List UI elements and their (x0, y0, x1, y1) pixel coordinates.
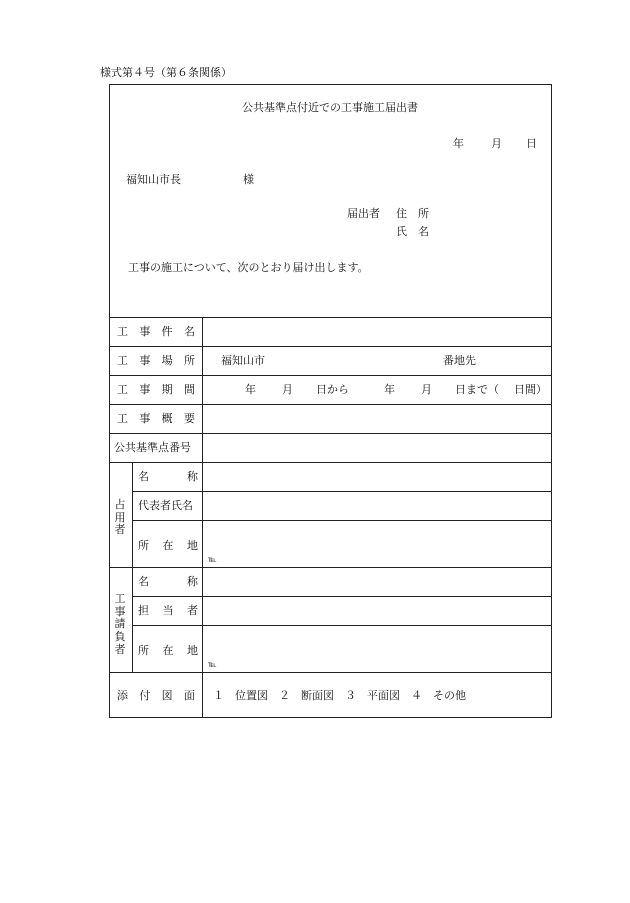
label-char: 地 (187, 644, 198, 657)
label-char: 面 (183, 689, 195, 702)
form-number: 様式第４号（第６条関係） (100, 66, 232, 79)
row-divider (109, 567, 552, 568)
label-char: 名 (138, 470, 149, 483)
label-occupant-rep: 代表者氏名 (138, 499, 193, 512)
label-char: 地 (187, 539, 198, 552)
label-char: 工 (117, 354, 128, 367)
period-start-month[interactable]: 月 (282, 383, 293, 396)
label-char: 工 (117, 325, 128, 338)
label-char: 所 (183, 354, 195, 367)
row-divider (109, 317, 552, 318)
label-char: 所 (138, 539, 149, 552)
label-char: 工 (117, 412, 128, 425)
column-divider (202, 317, 203, 718)
period-end-month[interactable]: 月 (421, 383, 432, 396)
benchmark-number-field[interactable] (204, 435, 550, 461)
label-char: 場 (161, 354, 173, 367)
addressee-honorific: 様 (243, 173, 254, 186)
row-divider (109, 346, 552, 347)
label-contractor-location (138, 645, 198, 656)
label-char: 間 (183, 383, 195, 396)
label-char: 要 (183, 412, 195, 425)
label-char: 称 (187, 470, 198, 483)
row-divider (132, 596, 552, 597)
period-end-year[interactable]: 年 (384, 383, 395, 396)
label-char: 者 (187, 604, 198, 617)
label-occupant-location (138, 540, 198, 551)
label-char: 工 (117, 383, 128, 396)
work-name-field[interactable] (204, 319, 550, 345)
label-attachments (110, 690, 202, 701)
row-divider (132, 625, 552, 626)
label-char: 当 (162, 604, 174, 617)
label-char: 担 (138, 604, 149, 617)
occupant-tel-icon: ℡ (208, 555, 217, 564)
statement-text: 工事の施工について、次のとおり届け出します。 (128, 261, 369, 274)
applicant-address-label: 住 所 (396, 207, 429, 220)
label-char: 名 (138, 575, 149, 588)
label-char: 事 (139, 412, 151, 425)
row-divider (109, 404, 552, 405)
label-char: 概 (161, 412, 173, 425)
applicant-label: 届出者 (347, 207, 380, 220)
label-benchmark-number: 公共基準点番号 (114, 441, 191, 454)
label-char: 称 (187, 575, 198, 588)
period-start-day[interactable]: 日から (316, 383, 349, 396)
form-title: 公共基準点付近での工事施工届出書 (242, 101, 418, 114)
date-month[interactable]: 月 (491, 137, 502, 150)
label-char: 添 (117, 689, 128, 702)
label-char: 件 (161, 325, 173, 338)
label-work-place (110, 355, 202, 366)
row-divider (109, 462, 552, 463)
work-place-suffix: 番地先 (443, 354, 476, 367)
date-year[interactable]: 年 (453, 137, 464, 150)
row-divider (132, 520, 552, 521)
applicant-name-label: 氏 名 (396, 225, 429, 238)
label-char: 付 (139, 689, 151, 702)
contractor-group-label (114, 593, 128, 656)
label-char: 事 (139, 325, 151, 338)
period-days[interactable]: 日間） (514, 383, 547, 396)
label-contractor-person (138, 605, 198, 616)
label-char: 事 (139, 354, 151, 367)
label-char: 在 (162, 539, 174, 552)
period-start-year[interactable]: 年 (245, 383, 256, 396)
label-contractor-name (138, 576, 198, 587)
row-divider (109, 433, 552, 434)
label-char: 名 (183, 325, 195, 338)
occupant-group-text: 占用者 (114, 498, 126, 537)
group-divider (132, 462, 133, 672)
label-char: 在 (162, 644, 174, 657)
work-summary-field[interactable] (204, 406, 550, 432)
label-char: 期 (161, 383, 173, 396)
label-char: 所 (138, 644, 149, 657)
contractor-group-text: 工事請負者 (114, 592, 126, 656)
row-divider (109, 375, 552, 376)
occupant-group-label (114, 499, 128, 537)
label-char: 図 (161, 689, 173, 702)
attachment-items[interactable]: １ 位置図 ２ 断面図 ３ 平面図 ４ その他 (213, 689, 466, 702)
addressee-name: 福知山市長 (126, 173, 181, 186)
label-work-summary (110, 413, 202, 424)
label-char: 事 (139, 383, 151, 396)
label-occupant-name (138, 471, 198, 482)
label-work-name (110, 326, 202, 337)
row-divider (132, 491, 552, 492)
work-place-city: 福知山市 (221, 354, 265, 367)
row-divider (109, 672, 552, 673)
date-day[interactable]: 日 (526, 137, 537, 150)
label-work-period (110, 384, 202, 395)
period-end-day[interactable]: 日まで（ (455, 383, 499, 396)
contractor-tel-icon: ℡ (208, 660, 217, 669)
